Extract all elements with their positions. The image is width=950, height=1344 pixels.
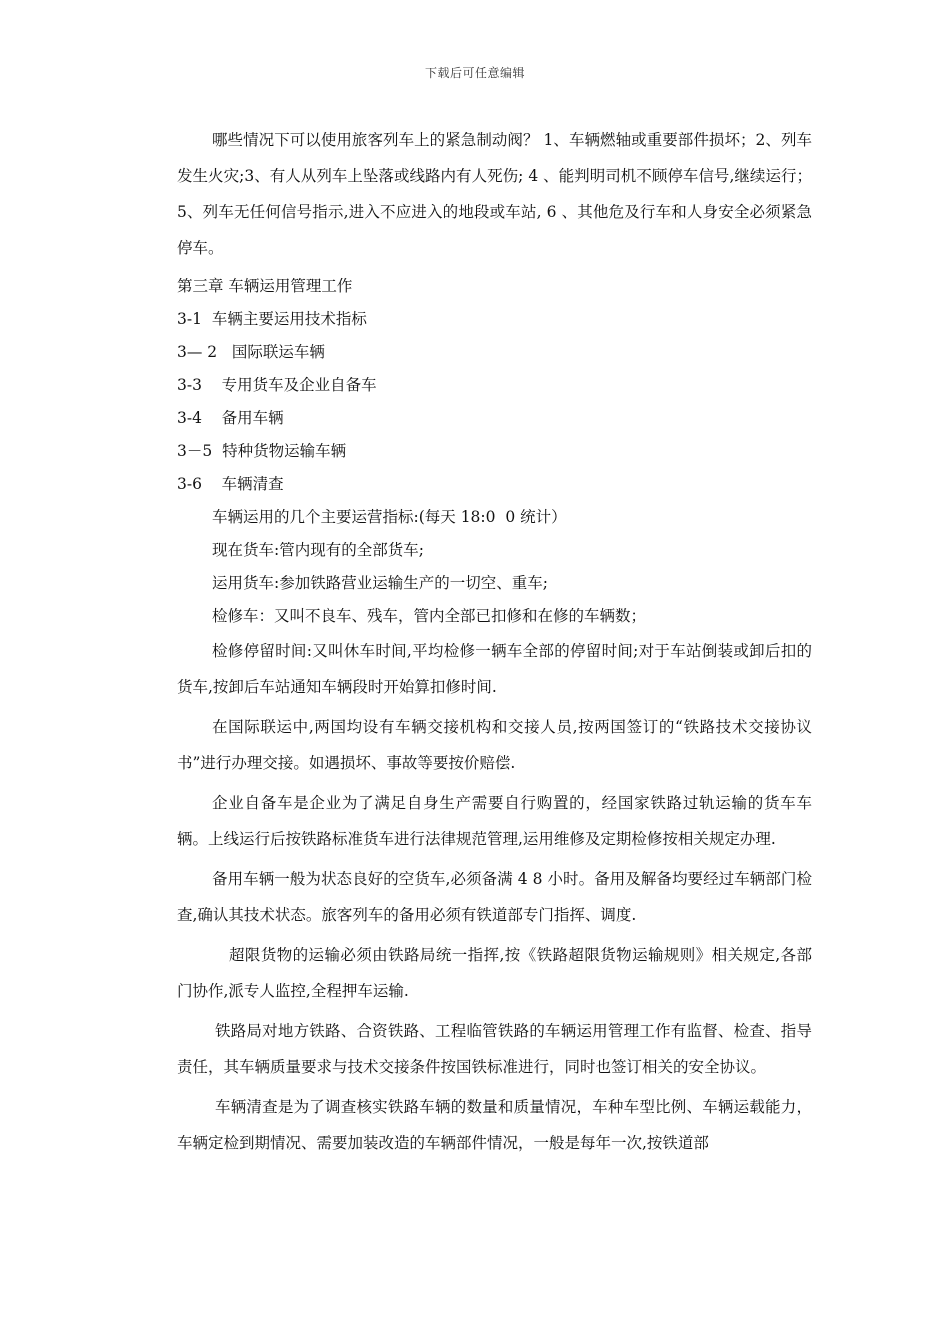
paragraph-vehicle-inspection: 车辆清查是为了调查核实铁路车辆的数量和质量情况，车种车型比例、车辆运载能力，车辆定检到期情况、需要加装改造的车辆部件情况，一般是每年一次,按铁道部 (177, 1098, 812, 1152)
chapter-title: 第三章 车辆运用管理工作 (177, 277, 353, 295)
section-heading: 3— 2 国际联运车辆 (177, 343, 325, 361)
section-heading: 3-3 专用货车及企业自备车 (177, 376, 377, 394)
paragraph-emergency-brake: 哪些情况下可以使用旅客列车上的紧急制动阀？ 1、车辆燃轴或重要部件损坏；2、列车发生火灾;3、有人从列车上坠落或线路内有人死伤; 4 、能判明司机不顾停车信号,继续运行；5、列车无任何信号指示,进入不应进入的地段或车站, 6 、其他危及行车和人身安全必须紧急停车。 (177, 131, 812, 257)
indicators-intro: 车辆运用的几个主要运营指标:(每天 18:0 0 统计） (212, 508, 567, 526)
paragraph-reserve-cars: 备用车辆一般为状态良好的空货车,必须备满 4 8 小时。备用及解备均要经过车辆部门检查,确认其技术状态。旅客列车的备用必须有铁道部专门指挥、调度. (177, 870, 812, 924)
definition-operating-freight: 运用货车:参加铁路营业运输生产的一切空、重车; (212, 574, 548, 592)
page-header-note: 下载后可任意编辑 (424, 66, 525, 80)
section-heading: 3-4 备用车辆 (177, 409, 284, 427)
definition-repair-time: 检修停留时间:又叫休车时间,平均检修一辆车全部的停留时间;对于车站倒装或卸后扣的货车,按卸后车站通知车辆段时开始算扣修时间. (177, 642, 812, 696)
paragraph-international-transport: 在国际联运中,两国均设有车辆交接机构和交接人员,按两国签订的“铁路技术交接协议书”进行办理交接。如遇损坏、事故等要按价赔偿. (177, 718, 812, 772)
definition-repair-cars: 检修车：又叫不良车、残车，管内全部已扣修和在修的车辆数； (212, 607, 647, 625)
section-heading: 3-1 车辆主要运用技术指标 (177, 310, 367, 328)
paragraph-enterprise-cars: 企业自备车是企业为了满足自身生产需要自行购置的，经国家铁路过轨运输的货车车辆。上线运行后按铁路标准货车进行法律规范管理,运用维修及定期检修按相关规定办理. (177, 794, 812, 848)
document-body (177, 122, 812, 1165)
definition-current-freight: 现在货车:管内现有的全部货车; (212, 541, 424, 559)
section-heading: 3-6 车辆清查 (177, 475, 284, 493)
paragraph-local-railway: 铁路局对地方铁路、合资铁路、工程临管铁路的车辆运用管理工作有监督、检查、指导责任，其车辆质量要求与技术交接条件按国铁标准进行，同时也签订相关的安全协议。 (177, 1022, 812, 1076)
paragraph-oversize-cargo: 超限货物的运输必须由铁路局统一指挥,按《铁路超限货物运输规则》相关规定,各部门协作,派专人监控,全程押车运输. (177, 946, 812, 1000)
section-heading: 3－5 特种货物运输车辆 (177, 442, 347, 460)
